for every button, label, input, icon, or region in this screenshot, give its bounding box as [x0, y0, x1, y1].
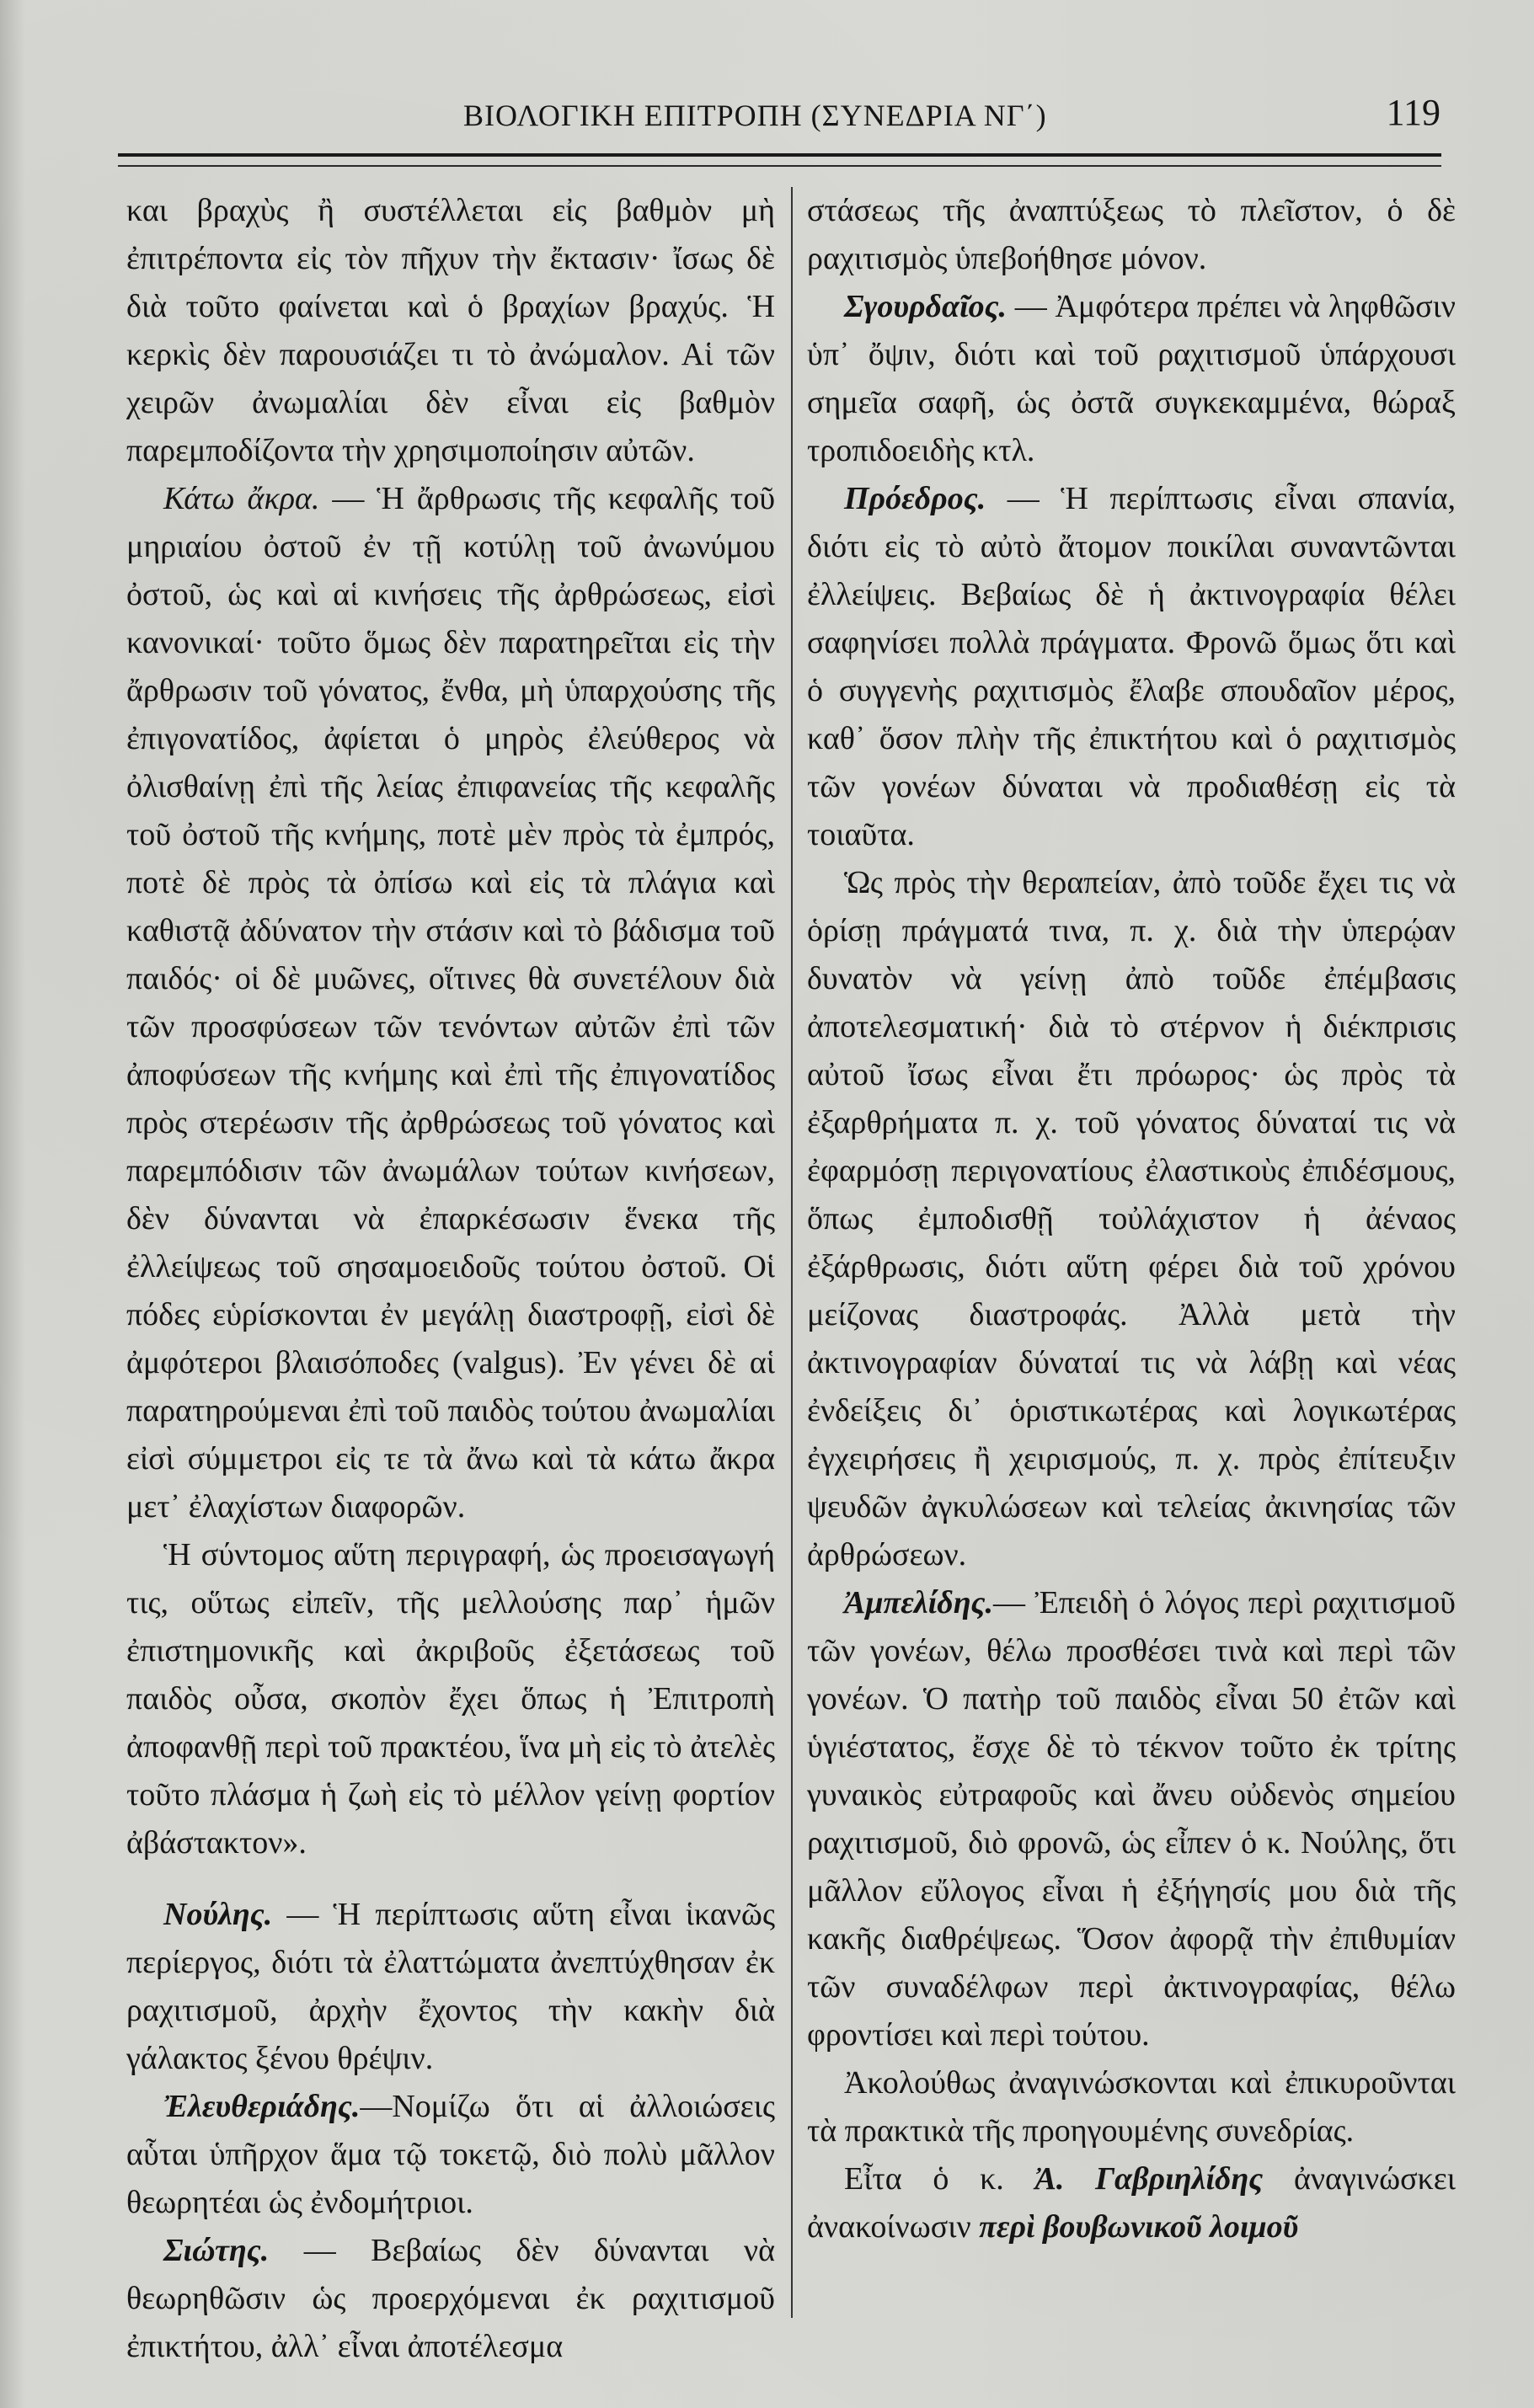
communication-title: περὶ βουβωνικοῦ λοιμοῦ: [979, 2209, 1299, 2245]
right-column: [807, 187, 1456, 2251]
paragraph-text: Εἶτα ὁ κ.: [844, 2161, 1035, 2197]
paragraph: Ὡς πρὸς τὴν θεραπείαν, ἀπὸ τοῦδε ἔχει τις νὰ ὁρίσῃ πράγματά τινα, π. χ. διὰ τὴν ὑπερῴαν δυνατὸν νὰ γείνῃ ἀπὸ τοῦδε ἐπέμβασις ἀποτελεσματική· διὰ τὸ στέρνον ἡ διέκπρισις αὐτοῦ ἴσως εἶναι ἔτι πρόωρος· ὡς πρὸς τὰ ἐξαρθρήματα π. χ. τοῦ γόνατος δύναταί τις νὰ ἐφαρμόσῃ περιγονατίους ἐλαστικοὺς ἐπιδέσμους, ὅπως ἐμποδισθῇ τοὐλάχιστον ἡ ἀέναος ἐξάρθρωσις, διότι αὕτη φέρει διὰ τοῦ χρόνου μείζονας διαστροφάς. Ἀλλὰ μετὰ τὴν ἀκτινογραφίαν δύναταί τις νὰ λάβῃ καὶ νέας ἐνδείξεις δι᾿ ὁριστικωτέρας καὶ λογικωτέρας ἐγχειρήσεις ἢ χειρισμούς, π. χ. πρὸς ἐπίτευξιν ψευδῶν ἀγκυλώσεων καὶ τελείας ἀκινησίας τῶν ἀρθρώσεων.: [807, 865, 1456, 1572]
paragraph-text: —Νομίζω ὅτι αἱ ἀλλοιώσεις αὗται ὑπῆρχον ἅμα τῷ τοκετῷ, διὸ πολὺ μᾶλλον θεωρητέαι ὡς ἐνδομήτριοι.: [126, 2089, 775, 2220]
section-lead: Κάτω ἄκρα.: [163, 481, 320, 516]
paragraph: [126, 475, 775, 1531]
paragraph: και βραχὺς ἢ συστέλλεται εἰς βαθμὸν μὴ ἐπιτρέποντα εἰς τὸν πῆχυν τὴν ἔκτασιν· ἴσως δὲ διὰ τοῦτο φαίνεται καὶ ὁ βραχίων βραχύς. Ἡ κερκὶς δὲν παρουσιάζει τι τὸ ἀνώμαλον. Αἱ τῶν χειρῶν ἀνωμαλίαι δὲν εἶναι εἰς βαθμὸν παρεμποδίζοντα τὴν χρησιμοποίησιν αὐτῶν.: [126, 193, 775, 468]
paragraph: Ἡ σύντομος αὕτη περιγραφή, ὡς προεισαγωγή τις, οὕτως εἰπεῖν, τῆς μελλούσης παρ᾿ ἡμῶν ἐπιστημονικῆς καὶ ἀκριβοῦς ἐξετάσεως τοῦ παιδὸς οὖσα, σκοπὸν ἔχει ὅπως ἡ Ἐπιτροπὴ ἀποφανθῇ περὶ τοῦ πρακτέου, ἵνα μὴ εἰς τὸ ἀτελὲς τοῦτο πλάσμα ἡ ζωὴ εἰς τὸ μέλλον γείνῃ φορτίον ἀβάστακτον».: [126, 1537, 775, 1861]
paragraph-text: — Ἐπειδὴ ὁ λόγος περὶ ραχιτισμοῦ τῶν γονέων, θέλω προσθέσει τινὰ καὶ περὶ τῶν γονέων. Ὁ πατὴρ τοῦ παιδὸς εἶναι 50 ἐτῶν καὶ ὑγιέστατος, ἔσχε δὲ τὸ τέκνον τοῦτο ἐκ τρίτης γυναικὸς εὐτραφοῦς καὶ ἄνευ οὐδενὸς σημείου ραχιτισμοῦ, διὸ φρονῶ, ὡς εἶπεν ὁ κ. Νούλης, ὅτι μᾶλλον εὔλογος εἶναι ἡ ἐξήγησίς μου διὰ τῆς κακῆς διαθρέψεως. Ὅσον ἀφορᾷ τὴν ἐπιθυμίαν τῶν συναδέλφων περὶ ἀκτινογραφίας, θέλω φροντίσει καὶ περὶ τούτου.: [807, 1585, 1456, 2053]
left-column: [126, 187, 775, 2371]
paragraph: [807, 283, 1456, 475]
paragraph-text: — Ἡ περίπτωσις εἶναι σπανία, διότι εἰς τὸ αὐτὸ ἄτομον ποικίλαι συναντῶνται ἐλλείψεις. Βεβαίως δὲ ἡ ἀκτινογραφία θέλει σαφηνίσει πολλὰ πράγματα. Φρονῶ ὅμως ὅτι καὶ ὁ συγγενὴς ραχιτισμὸς ἔλαβε σπουδαῖον μέρος, καθ᾿ ὅσον πλὴν τῆς ἐπικτήτου καὶ ὁ ραχιτισμὸς τῶν γονέων δύναται νὰ προδιαθέσῃ εἰς τὰ τοιαῦτα.: [807, 481, 1456, 852]
paragraph: στάσεως τῆς ἀναπτύξεως τὸ πλεῖστον, ὁ δὲ ραχιτισμὸς ὑπεβοήθησε μόνον.: [807, 193, 1456, 276]
page-header: [160, 91, 1440, 141]
paragraph-text: — Ἡ περίπτωσις αὕτη εἶναι ἱκανῶς περίεργος, διότι τὰ ἐλαττώματα ἀνεπτύχθησαν ἐκ ραχιτισμοῦ, ἀρχὴν ἔχοντος τὴν κακὴν διὰ γάλακτος ξένου θρέψιν.: [126, 1897, 775, 2076]
speaker-name: Πρόεδρος.: [844, 481, 986, 516]
paragraph: [126, 2083, 775, 2227]
paragraph-text: — Βεβαίως δὲν δύνανται νὰ θεωρηθῶσιν ὡς προερχόμεναι ἐκ ραχιτισμοῦ ἐπικτήτου, ἀλλ᾿ εἶναι ἀποτέλεσμα: [126, 2233, 775, 2364]
speaker-name: Ἀμπελίδης.: [844, 1585, 993, 1620]
paragraph: [807, 2155, 1456, 2251]
paragraph-text: ἀναγινώσκει ἀνακοίνωσιν: [807, 2161, 1456, 2245]
paragraph: [126, 2227, 775, 2371]
header-rule-thin: [118, 165, 1441, 167]
speaker-name: Σιώτης.: [163, 2233, 270, 2268]
author-name: Ἀ. Γαβριηλίδης: [1034, 2161, 1264, 2197]
paragraph: [807, 1579, 1456, 2059]
column-divider: [791, 187, 793, 2318]
paragraph: Ἀκολούθως ἀναγινώσκονται καὶ ἐπικυροῦνται τὰ πρακτικὰ τῆς προηγουμένης συνεδρίας.: [807, 2065, 1456, 2149]
speaker-name: Νούλης.: [163, 1897, 273, 1932]
page-number: 119: [1386, 92, 1440, 133]
running-title: ΒΙΟΛΟΓΙΚΗ ΕΠΙΤΡΟΠΗ (ΣΥΝΕΔΡΙΑ ΝΓ΄): [463, 99, 1047, 132]
speaker-name: Σγουρδαῖος.: [844, 289, 1008, 324]
speaker-name: Ἐλευθεριάδης.: [163, 2089, 361, 2124]
header-rule: [118, 153, 1441, 157]
paragraph-text: — Ἀμφότερα πρέπει νὰ ληφθῶσιν ὑπ᾿ ὄψιν, διότι καὶ τοῦ ραχιτισμοῦ ὑπάρχουσι σημεῖα σαφῆ, ὡς ὀστᾶ συγκεκαμμένα, θώραξ τροπιδοειδὴς κτλ.: [807, 289, 1456, 468]
paragraph: [126, 1891, 775, 2083]
paragraph-text: — Ἡ ἄρθρωσις τῆς κεφαλῆς τοῦ μηριαίου ὀστοῦ ἐν τῇ κοτύλῃ τοῦ ἀνωνύμου ὀστοῦ, ὡς καὶ αἱ κινήσεις τῆς ἀρθρώσεως, εἰσὶ κανονικαί· τοῦτο ὅμως δὲν παρατηρεῖται εἰς τὴν ἄρθρωσιν τοῦ γόνατος, ἔνθα, μὴ ὑπαρχούσης τῆς ἐπιγονατίδος, ἀφίεται ὁ μηρὸς ἐλεύθερος νὰ ὀλισθαίνῃ ἐπὶ τῆς λείας ἐπιφανείας τῆς κεφαλῆς τοῦ ὀστοῦ τῆς κνήμης, ποτὲ μὲν πρὸς τὰ ἐμπρός, ποτὲ δὲ πρὸς τὰ ὀπίσω καὶ εἰς τὰ πλάγια καὶ καθιστᾷ ἀδύνατον τὴν στάσιν καὶ τὸ βάδισμα τοῦ παιδός· οἱ δὲ μυῶνες, οἵτινες θὰ συνετέλουν διὰ τῶν προσφύσεων τῶν τενόντων αὐτῶν ἐπὶ τῶν ἀποφύσεων τῆς κνήμης καὶ ἐπὶ τῆς ἐπιγονατίδος πρὸς στερέωσιν τῆς ἀρθρώσεως τοῦ γόνατος καὶ παρεμπόδισιν τῶν ἀνωμάλων τούτων κινήσεων, δὲν δύνανται νὰ ἐπαρκέσωσιν ἕνεκα τῆς ἐλλείψεως τοῦ σησαμοειδοῦς τούτου ὀστοῦ. Οἱ πόδες εὑρίσκονται ἐν μεγάλῃ διαστροφῇ, εἰσὶ δὲ ἀμφότεροι βλαισόποδες (valgus). Ἐν γένει δὲ αἱ παρατηρούμεναι ἐπὶ τοῦ παιδὸς τούτου ἀνωμαλίαι εἰσὶ σύμμετροι εἰς τε τὰ ἄνω καὶ τὰ κάτω ἄκρα μετ᾿ ἐλαχίστων διαφορῶν.: [126, 481, 776, 1524]
paragraph: [807, 475, 1456, 859]
